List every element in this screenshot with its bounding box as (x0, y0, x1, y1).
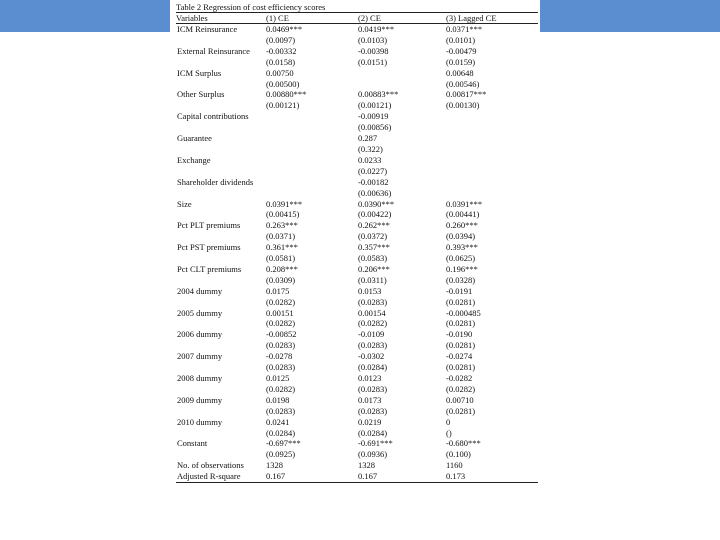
table-row (176, 24, 538, 35)
model-2-cell: -0.00182 (358, 176, 389, 187)
variable-label: No. of observations (177, 460, 244, 471)
model-1-cell: 0.0241 (266, 416, 290, 427)
model-2-cell: 1328 (358, 460, 375, 471)
model-2-cell: 0.0390*** (358, 198, 395, 209)
model-2-cell: (0.0284) (358, 362, 388, 373)
model-3-cell: (0.0625) (446, 253, 476, 264)
model-2-cell: 0.357*** (358, 242, 390, 253)
variable-label: 2007 dummy (177, 351, 223, 362)
model-1-cell: 0.208*** (266, 263, 298, 274)
model-1-cell: (0.0282) (266, 318, 296, 329)
model-1-cell: (0.0283) (266, 405, 296, 416)
table-row (176, 166, 538, 177)
table-row (176, 318, 538, 329)
table-row (176, 275, 538, 286)
model-2-cell: (0.00121) (358, 100, 392, 111)
variable-label: External Reinsurance (177, 45, 250, 56)
model-1-cell: (0.0371) (266, 231, 296, 242)
table-row (176, 253, 538, 264)
table-row (176, 133, 538, 144)
table-row (176, 428, 538, 439)
model-3-cell: 0.260*** (446, 220, 478, 231)
model-2-cell: 0.0173 (358, 394, 382, 405)
table-row (176, 155, 538, 166)
model-2-cell: 0.262*** (358, 220, 390, 231)
model-3-cell: 0.00648 (446, 67, 474, 78)
model-3-cell: (0.100) (446, 449, 471, 460)
table-row (176, 231, 538, 242)
table-body (176, 24, 538, 483)
table-row (176, 471, 538, 482)
model-2-cell: 0.287 (358, 133, 378, 144)
model-3-cell: (0.0281) (446, 362, 476, 373)
model-2-cell: -0.691*** (358, 438, 393, 449)
model-1-cell: (0.0283) (266, 340, 296, 351)
model-3-cell: 1160 (446, 460, 463, 471)
model-1-cell: (0.0158) (266, 56, 296, 67)
model-2-cell: (0.0103) (358, 34, 388, 45)
model-3-cell: -0.0274 (446, 351, 473, 362)
variable-label: Guarantee (177, 133, 212, 144)
variable-label: 2005 dummy (177, 307, 223, 318)
variable-label: ICM Reinsurance (177, 24, 238, 34)
model-2-cell: (0.0227) (358, 165, 388, 176)
model-1-cell: 0.0469*** (266, 24, 303, 34)
variable-label (176, 35, 266, 46)
variable-label (176, 297, 266, 308)
model-3-cell: -0.0190 (446, 329, 473, 340)
model-2-cell: (0.00422) (358, 209, 392, 220)
table-row (176, 199, 538, 210)
model-1-cell: 0.263*** (266, 220, 298, 231)
model-3-cell: (0.00441) (446, 209, 480, 220)
table-row (176, 308, 538, 319)
model-2-cell: (0.0311) (358, 274, 387, 285)
model-3-cell: 0.00710 (446, 394, 474, 405)
variable-label: 2010 dummy (177, 416, 223, 427)
model-1-cell: 0.361*** (266, 242, 298, 253)
model-3-cell: (0.0101) (446, 34, 476, 45)
model-2-cell: -0.00919 (358, 111, 389, 122)
model-1-cell (266, 188, 358, 199)
model-1-cell: -0.00332 (266, 45, 297, 56)
table-row (176, 362, 538, 373)
variable-label (176, 166, 266, 177)
variable-label (176, 253, 266, 264)
model-2-cell: (0.0283) (358, 405, 388, 416)
model-1-cell: 0.00151 (266, 307, 294, 318)
model-2-cell: 0.0153 (358, 285, 382, 296)
model-1-cell: (0.0282) (266, 296, 296, 307)
variable-label (176, 79, 266, 90)
model-2-cell: (0.0283) (358, 383, 388, 394)
table-row (176, 188, 538, 199)
model-2-cell: -0.0109 (358, 329, 385, 340)
model-1-cell (266, 155, 358, 166)
table-row (176, 373, 538, 384)
table-row (176, 329, 538, 340)
slide-accent-band-right (540, 0, 720, 32)
variable-label (176, 188, 266, 199)
table-row (176, 340, 538, 351)
model-3-cell: (0.0328) (446, 274, 476, 285)
model-2-cell: 0.00154 (358, 307, 386, 318)
variable-label: Constant (177, 438, 208, 449)
model-3-cell: (0.0394) (446, 231, 476, 242)
model-2-cell: 0.0419*** (358, 24, 395, 34)
model-2-cell: (0.322) (358, 143, 383, 154)
header-model-3: (3) Lagged CE (446, 13, 497, 23)
table-row (176, 242, 538, 253)
model-1-cell: -0.697*** (266, 438, 301, 449)
table-row (176, 286, 538, 297)
header-model-2: (2) CE (358, 13, 381, 23)
table-row (176, 111, 538, 122)
model-1-cell: -0.0278 (266, 351, 293, 362)
model-2-cell: 0.00883*** (358, 89, 399, 100)
table-row (176, 46, 538, 57)
model-2-cell: (0.0372) (358, 231, 388, 242)
table-row (176, 35, 538, 46)
table-row (176, 79, 538, 90)
table-row (176, 89, 538, 100)
model-1-cell: (0.00500) (266, 78, 300, 89)
model-3-cell: -0.0191 (446, 285, 473, 296)
variable-label (176, 100, 266, 111)
model-3-cell: 0.173 (446, 471, 466, 482)
variable-label (176, 318, 266, 329)
model-2-cell: 0.206*** (358, 263, 390, 274)
table-row (176, 68, 538, 79)
model-3-cell: (0.00130) (446, 100, 480, 111)
header-model-1: (1) CE (266, 13, 289, 23)
model-1-cell: 0.0125 (266, 373, 290, 383)
model-3-cell: 0.196*** (446, 263, 478, 274)
model-2-cell: 0.167 (358, 471, 378, 482)
model-2-cell: (0.00636) (358, 187, 392, 198)
variable-label (176, 275, 266, 286)
model-3-cell: (0.0281) (446, 318, 476, 329)
model-1-cell: (0.00415) (266, 209, 300, 220)
variable-label (176, 449, 266, 460)
variable-label: Pct PST premiums (177, 242, 241, 253)
model-1-cell: 0.0198 (266, 394, 290, 405)
table-row (176, 395, 538, 406)
model-3-cell: (0.0281) (446, 296, 476, 307)
model-3-cell (446, 133, 538, 144)
model-1-cell (266, 133, 358, 144)
model-3-cell (446, 188, 538, 199)
table-row (176, 297, 538, 308)
variable-label (176, 209, 266, 220)
model-3-cell: -0.0282 (446, 373, 473, 383)
model-1-cell: 0.0175 (266, 285, 290, 296)
table-row (176, 57, 538, 68)
variable-label (176, 384, 266, 395)
model-3-cell: 0.393*** (446, 242, 478, 253)
table-row (176, 449, 538, 460)
variable-label (176, 428, 266, 439)
model-1-cell: 0.00750 (266, 67, 294, 78)
variable-label: Shareholder dividends (177, 176, 254, 187)
table-row (176, 144, 538, 155)
model-1-cell: (0.0309) (266, 274, 296, 285)
model-3-cell: -0.00479 (446, 45, 477, 56)
model-2-cell: 0.0233 (358, 154, 382, 165)
model-3-cell: (0.00546) (446, 78, 480, 89)
table-caption: Table 2 Regression of cost efficiency scores (176, 2, 326, 12)
table-row (176, 406, 538, 417)
variable-label (176, 144, 266, 155)
model-1-cell: (0.0283) (266, 362, 296, 373)
model-3-cell: (0.0281) (446, 340, 476, 351)
slide-accent-band-left (0, 0, 170, 32)
model-1-cell (266, 177, 358, 188)
variable-label: Capital contributions (177, 111, 249, 122)
variable-label: Exchange (177, 154, 211, 165)
model-1-cell (266, 166, 358, 177)
model-3-cell: 0.00817*** (446, 89, 487, 100)
model-3-cell (446, 122, 538, 133)
variable-label: Pct PLT premiums (177, 220, 241, 231)
table-row (176, 417, 538, 428)
model-2-cell (358, 68, 446, 79)
model-1-cell: 0.0391*** (266, 198, 303, 209)
variable-label: ICM Surplus (177, 67, 222, 78)
variable-label (176, 340, 266, 351)
table-row (176, 264, 538, 275)
table-row (176, 460, 538, 471)
model-3-cell: (0.0159) (446, 56, 476, 67)
model-3-cell (446, 166, 538, 177)
variable-label: 2004 dummy (177, 285, 223, 296)
model-1-cell: 0.00880*** (266, 89, 307, 100)
table-row (176, 122, 538, 133)
regression-table (176, 12, 538, 483)
model-2-cell: 0.0123 (358, 373, 382, 383)
variable-label: Pct CLT premiums (177, 263, 242, 274)
variable-label (176, 57, 266, 68)
model-1-cell (266, 122, 358, 133)
model-1-cell: (0.0925) (266, 449, 296, 460)
variable-label: 2008 dummy (177, 373, 223, 383)
header-variables: Variables (176, 13, 208, 23)
model-3-cell (446, 144, 538, 155)
model-3-cell (446, 155, 538, 166)
model-2-cell (358, 79, 446, 90)
table-row (176, 384, 538, 395)
variable-label: 2006 dummy (177, 329, 223, 340)
model-3-cell: (0.0282) (446, 383, 476, 394)
model-2-cell: (0.0284) (358, 427, 388, 438)
model-1-cell (266, 144, 358, 155)
model-3-cell: (0.0281) (446, 405, 476, 416)
model-2-cell: (0.00856) (358, 122, 392, 133)
table-row (176, 209, 538, 220)
model-1-cell: (0.0581) (266, 253, 296, 264)
variable-label (176, 406, 266, 417)
variable-label (176, 231, 266, 242)
model-3-cell: -0.000485 (446, 307, 481, 318)
table-header-row (176, 13, 538, 24)
model-2-cell: (0.0583) (358, 253, 388, 264)
model-1-cell: (0.0282) (266, 383, 296, 394)
model-2-cell: -0.00398 (358, 45, 389, 56)
table-row (176, 100, 538, 111)
variable-label (176, 362, 266, 373)
regression-table-container (176, 2, 538, 483)
model-2-cell: 0.0219 (358, 416, 382, 427)
model-1-cell (266, 111, 358, 122)
variable-label (176, 122, 266, 133)
model-2-cell: (0.0936) (358, 449, 388, 460)
variable-label: Adjusted R-square (177, 471, 241, 482)
model-1-cell: 0.167 (266, 471, 286, 482)
model-3-cell: -0.680*** (446, 438, 481, 449)
model-2-cell: -0.0302 (358, 351, 385, 362)
model-2-cell: (0.0283) (358, 296, 388, 307)
model-1-cell: (0.00121) (266, 100, 300, 111)
model-3-cell: 0.0371*** (446, 24, 483, 34)
model-3-cell (446, 111, 538, 122)
variable-label: Size (177, 198, 192, 209)
model-1-cell: -0.00852 (266, 329, 297, 340)
table-row (176, 220, 538, 231)
model-2-cell: (0.0282) (358, 318, 388, 329)
table-row (176, 438, 538, 449)
model-2-cell: (0.0151) (358, 56, 388, 67)
model-2-cell: (0.0283) (358, 340, 388, 351)
model-3-cell: 0 (446, 416, 451, 427)
table-row (176, 351, 538, 362)
model-3-cell: 0.0391*** (446, 198, 483, 209)
model-1-cell: (0.0284) (266, 427, 296, 438)
model-3-cell (446, 177, 538, 188)
variable-label: 2009 dummy (177, 394, 223, 405)
model-1-cell: (0.0097) (266, 34, 296, 45)
variable-label: Other Surplus (177, 89, 225, 100)
table-row (176, 177, 538, 188)
model-1-cell: 1328 (266, 460, 283, 471)
model-3-cell: () (446, 427, 452, 438)
